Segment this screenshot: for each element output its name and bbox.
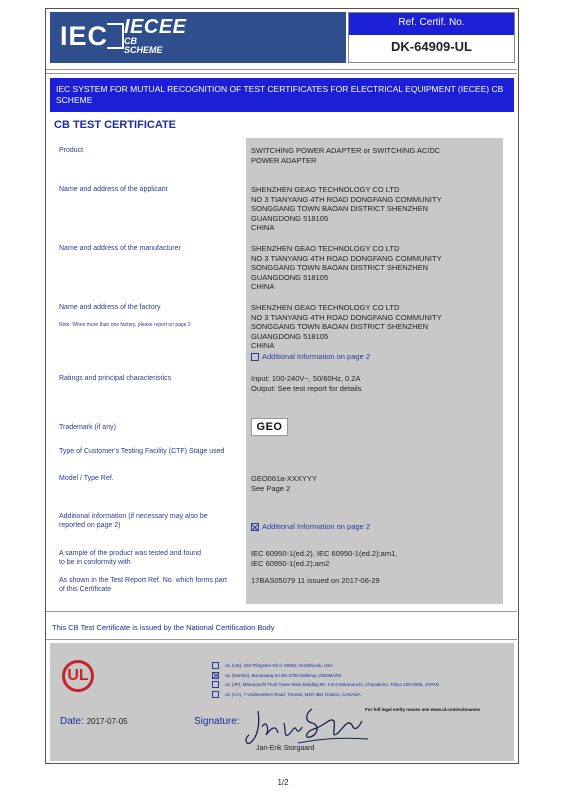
ratings-label: Ratings and principal characteristics [59, 375, 172, 382]
handwritten-signature [240, 699, 380, 749]
product-value: SWITCHING POWER ADAPTER or SWITCHING AC/DC POWER ADAPTER [251, 146, 441, 165]
ul-footer [50, 643, 514, 761]
divider [46, 611, 517, 612]
sample-conformity-label: A sample of the product was tested and found to be in conformity with [59, 550, 202, 566]
ul-office-item[interactable]: UL (US), 333 Pfingsten Rd Il. 60062, Northbrook, USA [212, 661, 512, 671]
ul-office-item[interactable]: UL (Demko), Borupvang 5A DK-2750 Ballerup, DENMARK [212, 671, 512, 681]
ratings-value: Input: 100-240V~, 50/60Hz, 0.2A Output: See test report for details [251, 374, 362, 393]
factory-additional-info[interactable]: Additional Information on page 2 [251, 352, 501, 362]
reference-box [348, 12, 515, 63]
iec-logo-text: IEC [60, 21, 109, 51]
ul-logo: UL [62, 660, 94, 692]
ul-office-item[interactable]: UL (CA), 7 Underwriters Road, Toronto, M1R 3B4 Ontario, CANADA [212, 690, 512, 700]
unchecked-box-icon[interactable] [251, 353, 259, 361]
geo-trademark-logo: GEO [251, 418, 288, 436]
factory-value: SHENZHEN GEAO TECHNOLOGY CO LTD NO 3 TIANYANG 4TH ROAD DONGFANG COMMUNITY SONGGANG TOWN BAOAN DISTRICT SHENZHEN GUANGDONG 518105 CHINA Additional Information on page 2 [251, 303, 501, 361]
unchecked-box-icon[interactable] [212, 681, 219, 688]
manufacturer-label: Name and address of the manufacturer [59, 245, 181, 252]
model-label: Model / Type Ref. [59, 475, 114, 482]
signature-label: Signature: [194, 716, 240, 727]
ctf-stage-label: Type of Customer's Testing Facility (CTF) Stage used [59, 448, 225, 455]
divider [46, 69, 517, 70]
divider [46, 639, 517, 640]
signatory-name: Jan-Erik Storgaard [256, 745, 315, 752]
additional-info-value[interactable]: Additional Information on page 2 [251, 522, 501, 532]
additional-info-label: Additional information (if necessary may also be reported on page 2) [59, 513, 208, 529]
issued-by-statement: This CB Test Certificate is issued by the National Certification Body [52, 623, 275, 632]
model-value: GEO061a-XXXYYY See Page 2 [251, 474, 317, 493]
manufacturer-value: SHENZHEN GEAO TECHNOLOGY CO LTD NO 3 TIANYANG 4TH ROAD DONGFANG COMMUNITY SONGGANG TOWN BAOAN DISTRICT SHENZHEN GUANGDONG 518105 CHINA [251, 244, 442, 291]
iecee-logo-text: IECEE [124, 16, 187, 38]
certificate-frame [45, 8, 519, 764]
test-report-label: As shown in the Test Report Ref. No. which forms part of this Certificate [59, 577, 227, 593]
factory-label: Name and address of the factory [59, 304, 161, 311]
unchecked-box-icon[interactable] [212, 662, 219, 669]
iec-logo-bracket [107, 23, 124, 49]
product-label: Product [59, 147, 84, 154]
checked-box-icon[interactable] [251, 523, 259, 531]
unchecked-box-icon[interactable] [212, 691, 219, 698]
trademark-label: Trademark (if any) [59, 424, 116, 431]
iec-iecee-logo [50, 12, 346, 63]
divider [46, 73, 517, 74]
certificate-title: CB TEST CERTIFICATE [54, 119, 177, 131]
system-title-band: IEC SYSTEM FOR MUTUAL RECOGNITION OF TEST CERTIFICATES FOR ELECTRICAL EQUIPMENT (IECEE) CB SCHEME [50, 78, 514, 112]
legal-entity-note: For full legal entity names see www.ul.com/ncbnames [365, 707, 481, 712]
applicant-value: SHENZHEN GEAO TECHNOLOGY CO LTD NO 3 TIANYANG 4TH ROAD DONGFANG COMMUNITY SONGGANG TOWN BAOAN DISTRICT SHENZHEN GUANGDONG 518105 CHINA [251, 185, 442, 232]
ref-certif-label: Ref. Certif. No. [349, 13, 514, 35]
applicant-label: Name and address of the applicant [59, 186, 168, 193]
checked-box-icon[interactable] [212, 672, 219, 679]
sample-conformity-value: IEC 60950-1(ed.2), IEC 60950-1(ed.2);am1, IEC 60950-1(ed.2);am2 [251, 549, 398, 568]
ref-certif-number: DK-64909-UL [391, 39, 472, 54]
ul-office-item[interactable]: UL (JP), Marunouchi Trust Tower Main Building 6F, 1-8-3 Marunouchi, Chiyoda-ku, Tokyo 100-0005, JAPAN [212, 680, 512, 690]
cb-scheme-logo-text: CB SCHEME [124, 36, 163, 55]
issue-date: Date: 2017-07-05 [60, 716, 128, 727]
certificate-header [46, 9, 517, 65]
ul-office-list [212, 661, 512, 699]
test-report-value: 17BAS05079 11 issued on 2017-06-29 [251, 576, 380, 585]
page-number: 1/2 [277, 778, 289, 787]
factory-note: Note: When more than one factory, please report on page 2 [59, 322, 191, 328]
